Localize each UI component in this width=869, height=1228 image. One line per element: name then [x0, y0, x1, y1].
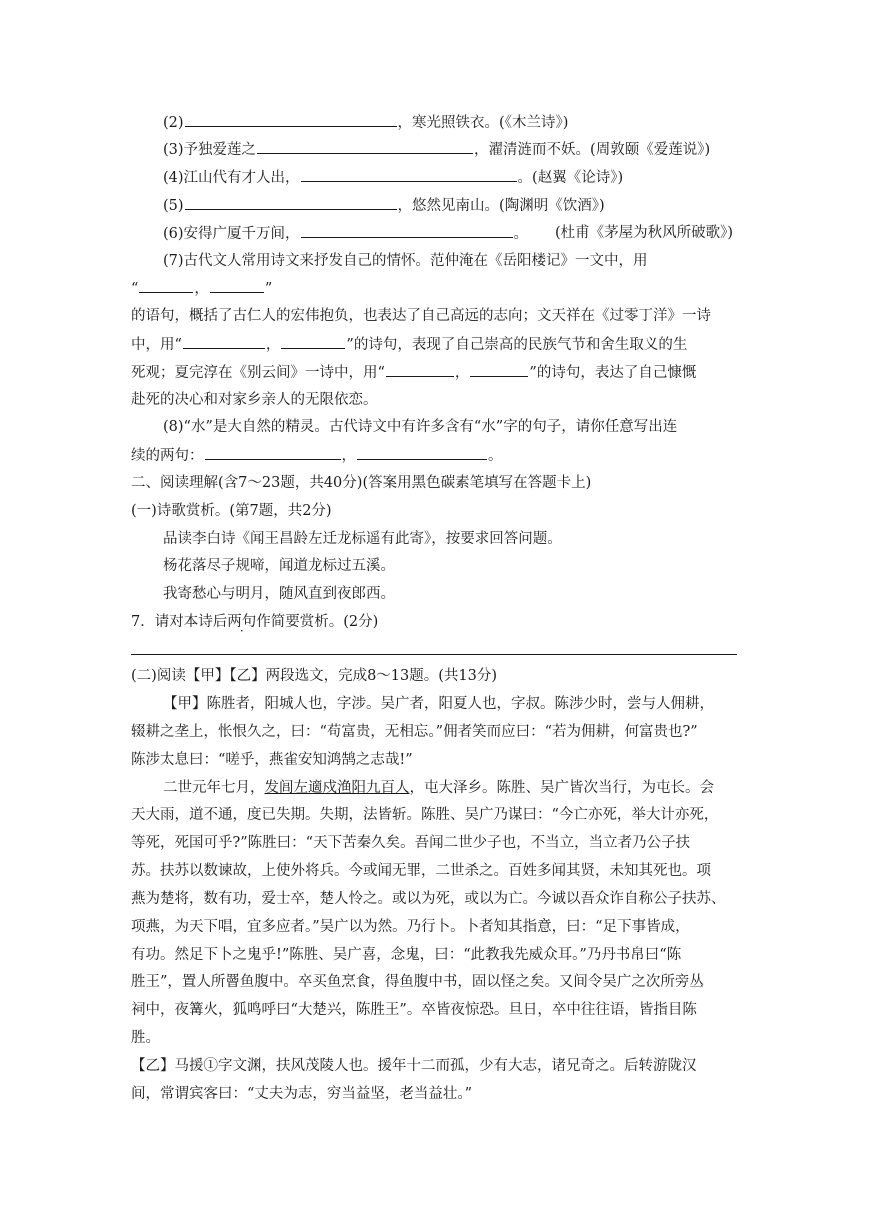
passage-jia-line-1: 【甲】陈胜者，阳城人也，字涉。吴广者，阳夏人也，字叔。陈涉少时，尝与人佣耕，: [163, 696, 714, 712]
question-text: (6)安得广厦千万间，: [163, 226, 300, 242]
passage-text: 二世元年七月，: [163, 780, 265, 796]
answer-blank[interactable]: [281, 334, 345, 349]
quote-open: “: [131, 281, 139, 297]
part-1-heading: (一)诗歌赏析。(第7题，共2分): [131, 503, 332, 519]
question-7-line-2: [131, 278, 272, 298]
passage-jia-p2-line-10: 胜。: [131, 1030, 160, 1046]
passage-jia-p2-line-3: 等死，死国可乎?”陈胜曰：“天下苦秦久矣。吾闻二世少子也，不当立，当立者乃公子扶: [131, 835, 691, 851]
passage-yi-line-1: 【乙】马援①字文渊，扶风茂陵人也。援年十二而孤，少有大志，诸兄奇之。后转游陇汉: [131, 1058, 697, 1074]
answer-blank[interactable]: [357, 445, 487, 460]
answer-blank[interactable]: [301, 223, 513, 238]
period: 。: [488, 448, 503, 464]
comma: ，: [265, 337, 281, 353]
passage-text: ，屯大泽乡。陈胜、吴广皆次当行，为屯长。会: [409, 780, 714, 796]
question-7-appreciation: [131, 612, 378, 632]
answer-blank[interactable]: [210, 278, 264, 293]
passage-yi-line-2: 间，常谓宾客曰：“丈夫为志，穷当益坚，老当益壮。”: [131, 1086, 473, 1102]
passage-jia-p2-line-1: [163, 778, 714, 798]
question-text: ，悠然见南山。(陶渊明《饮酒》): [397, 198, 605, 214]
question-text: 死观；夏完淳在《别云间》一诗中，用“: [131, 365, 385, 381]
comma: ，: [454, 365, 470, 381]
section-2-heading: 二、阅读理解(含7～23题，共40分)(答案用黑色碳素笔填写在答题卡上): [131, 475, 592, 491]
answer-blank[interactable]: [185, 195, 397, 210]
question-text: ，濯清涟而不妖。(周敦颐《爱莲说》): [474, 142, 711, 158]
answer-line[interactable]: [131, 654, 737, 655]
passage-jia-p2-line-9: 祠中，夜篝火，狐鸣呼曰“大楚兴，陈胜王”。卒皆夜惊恐。旦日，卒中往往语，皆指目陈: [131, 1002, 697, 1018]
passage-jia-p2-line-2: 天大雨，道不通，度已失期。失期，法皆斩。陈胜、吴广乃谋曰：“今亡亦死，举大计亦死，: [131, 807, 719, 823]
passage-jia-p2-line-7: 有功。然足下卜之鬼乎!”陈胜、吴广喜，念鬼，曰：“此教我先威众耳。”乃丹书帛曰“陈: [131, 947, 682, 963]
answer-blank[interactable]: [301, 167, 517, 182]
question-7-line-6: 赴死的决心和对家乡亲人的无限依恋。: [131, 392, 378, 408]
question-text: ，寒光照铁衣。(《木兰诗》): [397, 115, 569, 131]
question-6-source: (杜甫《茅屋为秋风所破歌》): [555, 225, 734, 241]
answer-blank[interactable]: [257, 139, 473, 154]
question-text: 。(赵翼《论诗》): [517, 170, 624, 186]
poem-intro: 品读李白诗《闻王昌龄左迁龙标遥有此寄》，按要求回答问题。: [163, 531, 562, 547]
question-text: (3)予独爱莲之: [163, 142, 257, 158]
answer-blank[interactable]: [386, 362, 454, 377]
question-4: [163, 167, 623, 187]
question-2: [163, 112, 568, 132]
comma: ，: [194, 281, 209, 297]
answer-blank[interactable]: [205, 445, 341, 460]
question-8-line-2: [131, 445, 503, 465]
question-7-line-3: 的语句，概括了古仁人的宏伟抱负，也表达了自己高远的志向；文天祥在《过零丁洋》一诗: [131, 308, 711, 324]
question-number: (2): [163, 115, 184, 131]
question-3: [163, 139, 710, 159]
question-text: ”的诗句，表现了自己崇高的民族气节和舍生取义的生: [346, 337, 688, 353]
question-text: 。: [513, 226, 529, 242]
passage-jia-p2-line-4: 苏。扶苏以数谏故，上使外将兵。今或闻无罪，二世杀之。百姓多闻其贤，未知其死也。项: [131, 863, 711, 879]
passage-jia-p2-line-6: 项燕，为天下唱，宜多应者。”吴广以为然。乃行卜。卜者知其指意，曰：“足下事皆成，: [131, 919, 690, 935]
part-2-heading: (二)阅读【甲】【乙】两段选文，完成8～13题。(共13分): [131, 668, 498, 684]
answer-blank[interactable]: [185, 112, 397, 127]
question-7-line-4: [131, 334, 687, 354]
answer-blank[interactable]: [139, 278, 193, 293]
question-7-line-5: [131, 362, 696, 382]
question-7-line-1: (7)古代文人常用诗文来抒发自己的情怀。范仲淹在《岳阳楼记》一文中，用: [163, 253, 648, 269]
underlined-phrase: 发闾左適戍渔阳九百人: [264, 780, 410, 796]
passage-jia-line-3: 陈涉太息曰：“嗟乎，燕雀安知鸿鹄之志哉!”: [131, 752, 413, 768]
question-text: 续的两句：: [131, 448, 204, 464]
question-number: (5): [163, 198, 184, 214]
question-text: 中，用“: [131, 337, 182, 353]
emphasis-dotted-text: 两句: [227, 614, 257, 630]
question-8-line-1: (8)“水”是大自然的精灵。古代诗文中有许多含有“水”字的句子，请你任意写出连: [163, 419, 678, 435]
passage-jia-p2-line-8: 胜王”，置人所罾鱼腹中。卒买鱼烹食，得鱼腹中书，固以怪之矣。又间令吴广之次所旁丛: [131, 974, 704, 990]
question-text: (4)江山代有才人出，: [163, 170, 300, 186]
answer-blank[interactable]: [470, 362, 528, 377]
comma: ，: [341, 448, 356, 464]
passage-jia-line-2: 辍耕之垄上，怅恨久之，曰：“苟富贵，无相忘。”佣者笑而应曰：“若为佣耕，何富贵也?”: [131, 724, 698, 740]
question-text: 作简要赏析。(2分): [256, 614, 379, 630]
answer-blank[interactable]: [183, 334, 265, 349]
quote-close: ”: [264, 281, 273, 297]
question-text: 7．请对本诗后: [131, 614, 228, 630]
question-text: ”的诗句，表达了自己慷慨: [529, 365, 697, 381]
poem-line-1: 杨花落尽子规啼，闻道龙标过五溪。: [163, 558, 395, 574]
question-5: [163, 195, 605, 215]
question-6: [163, 223, 528, 243]
passage-jia-p2-line-5: 燕为楚将，数有功，爱士卒，楚人怜之。或以为死，或以为亡。今诚以吾众诈自称公子扶苏、: [131, 891, 726, 907]
poem-line-2: 我寄愁心与明月，随风直到夜郎西。: [163, 586, 395, 602]
